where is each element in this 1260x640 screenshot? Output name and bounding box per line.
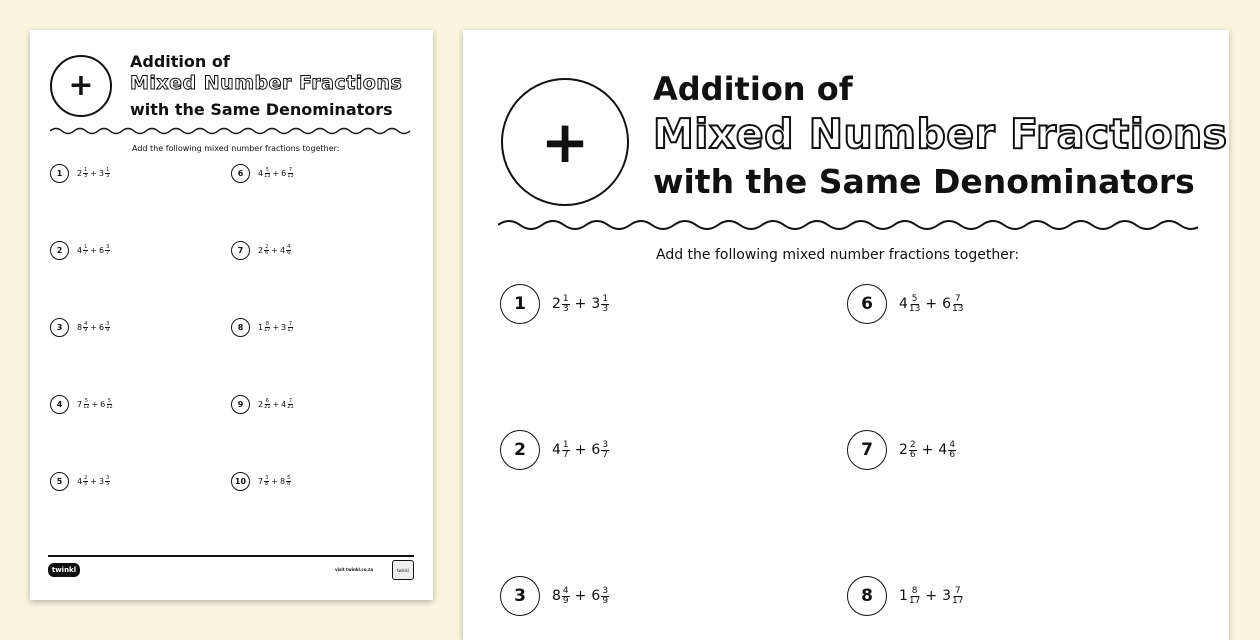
- denominator: 7: [84, 250, 88, 256]
- title-line-1: Addition of: [130, 52, 230, 71]
- instruction-text: Add the following mixed number fractions together:: [656, 247, 1020, 263]
- denominator: 6: [265, 250, 269, 256]
- denominator: 7: [562, 449, 569, 460]
- denominator: 7: [602, 449, 609, 460]
- worksheet-preview-small: [30, 30, 433, 600]
- denominator: 13: [908, 303, 921, 314]
- instruction-text: Add the following mixed number fractions together:: [132, 144, 340, 153]
- question-number: 2: [500, 430, 540, 470]
- question-expression: [552, 441, 609, 460]
- question-10: [231, 472, 291, 491]
- question-expression: [899, 441, 956, 460]
- question-expression: [77, 399, 113, 410]
- fraction: [909, 587, 920, 606]
- numerator: 2: [265, 244, 269, 250]
- whole-number: 2: [258, 400, 264, 409]
- whole-number: 2: [552, 296, 561, 312]
- question-expression: [899, 587, 963, 606]
- question-expression: [77, 476, 110, 487]
- question-expression: [77, 168, 110, 179]
- question-number: 8: [231, 318, 250, 337]
- fraction: [948, 441, 956, 460]
- fraction: [105, 168, 110, 179]
- denominator: 12: [106, 404, 113, 410]
- fraction: [264, 322, 270, 333]
- denominator: 6: [909, 449, 916, 460]
- fraction: [105, 245, 110, 256]
- whole-number: 4: [258, 169, 264, 178]
- fraction: [562, 295, 570, 314]
- numerator: 8: [265, 321, 269, 327]
- question-6: [847, 284, 963, 324]
- question-expression: [899, 295, 963, 314]
- numerator: 1: [106, 167, 110, 173]
- question-4: [50, 395, 113, 414]
- whole-number: 1: [258, 323, 264, 332]
- numerator: 5: [287, 475, 291, 481]
- whole-number: 7: [77, 400, 83, 409]
- whole-number: 4: [899, 296, 908, 312]
- fraction: [83, 399, 89, 410]
- plus-operator: +: [925, 296, 938, 312]
- question-number: 1: [500, 284, 540, 324]
- whole-number: 6: [100, 400, 106, 409]
- whole-number: 2: [899, 442, 908, 458]
- denominator: 9: [562, 595, 569, 606]
- plus-operator: +: [90, 169, 97, 178]
- plus-operator: +: [90, 246, 97, 255]
- title-line-3: with the Same Denominators: [653, 162, 1195, 201]
- plus-operator: +: [574, 296, 587, 312]
- whole-number: 3: [98, 169, 105, 178]
- fraction: [264, 168, 270, 179]
- question-number: 9: [231, 395, 250, 414]
- denominator: 8: [287, 481, 291, 487]
- whole-number: 4: [938, 442, 948, 458]
- whole-number: 3: [98, 477, 105, 486]
- numerator: 3: [602, 585, 609, 596]
- question-3: [500, 576, 609, 616]
- question-expression: [77, 322, 110, 333]
- denominator: 5: [106, 481, 110, 487]
- whole-number: 3: [281, 323, 287, 332]
- question-expression: [258, 168, 294, 179]
- numerator: 5: [911, 293, 918, 304]
- fraction: [264, 399, 270, 410]
- question-7: [847, 430, 956, 470]
- title-line-3: with the Same Denominators: [130, 100, 393, 119]
- numerator: 2: [909, 439, 916, 450]
- plus-operator: +: [272, 400, 280, 409]
- question-1: [500, 284, 609, 324]
- fraction: [83, 476, 88, 487]
- question-expression: [552, 295, 609, 314]
- plus-operator: +: [925, 588, 938, 604]
- whole-number: 6: [591, 442, 601, 458]
- denominator: 3: [106, 173, 110, 179]
- plus-operator: +: [91, 400, 99, 409]
- fraction: [952, 295, 963, 314]
- whole-number: 4: [552, 442, 561, 458]
- denominator: 13: [264, 173, 271, 179]
- footer-url: visit twinkl.co.za: [335, 567, 374, 572]
- numerator: 6: [265, 398, 269, 404]
- whole-number: 4: [77, 477, 83, 486]
- denominator: 7: [106, 250, 110, 256]
- question-number: 5: [50, 472, 69, 491]
- question-5: [50, 472, 110, 491]
- denominator: 21: [264, 404, 271, 410]
- wavy-divider: [50, 126, 415, 136]
- numerator: 4: [949, 439, 956, 450]
- denominator: 21: [287, 404, 294, 410]
- denominator: 9: [106, 327, 110, 333]
- numerator: 7: [288, 398, 293, 404]
- plus-symbol: +: [540, 108, 590, 176]
- denominator: 17: [952, 595, 964, 606]
- denominator: 8: [265, 481, 269, 487]
- plus-operator: +: [574, 442, 587, 458]
- numerator: 5: [265, 167, 269, 173]
- whole-number: 2: [258, 246, 264, 255]
- whole-number: 8: [552, 588, 561, 604]
- whole-number: 6: [98, 323, 105, 332]
- footer-line: [48, 555, 414, 557]
- numerator: 3: [106, 321, 110, 327]
- denominator: 13: [952, 303, 964, 314]
- question-number: 10: [231, 472, 250, 491]
- fraction: [105, 322, 110, 333]
- denominator: 6: [949, 449, 956, 460]
- fraction: [562, 441, 570, 460]
- denominator: 13: [287, 173, 294, 179]
- plus-operator: +: [272, 169, 280, 178]
- question-2: [500, 430, 609, 470]
- denominator: 3: [602, 303, 609, 314]
- whole-number: 6: [98, 246, 105, 255]
- whole-number: 6: [591, 588, 601, 604]
- fraction: [952, 587, 963, 606]
- fraction: [601, 587, 609, 606]
- question-number: 1: [50, 164, 69, 183]
- whole-number: 6: [942, 296, 952, 312]
- title-line-2: Mixed Number Fractions: [130, 72, 403, 94]
- denominator: 17: [264, 327, 271, 333]
- plus-operator: +: [271, 477, 278, 486]
- plus-operator: +: [921, 442, 934, 458]
- denominator: 17: [287, 327, 294, 333]
- whole-number: 2: [77, 169, 83, 178]
- fraction: [106, 399, 112, 410]
- denominator: 5: [84, 481, 88, 487]
- whole-number: 8: [77, 323, 83, 332]
- numerator: 4: [562, 585, 569, 596]
- plus-operator: +: [272, 323, 280, 332]
- fraction: [286, 476, 291, 487]
- denominator: 3: [84, 173, 88, 179]
- question-expression: [258, 245, 291, 256]
- fraction: [287, 168, 293, 179]
- denominator: 17: [908, 595, 921, 606]
- numerator: 4: [84, 321, 88, 327]
- question-expression: [77, 245, 110, 256]
- denominator: 12: [83, 404, 90, 410]
- whole-number: 8: [279, 477, 286, 486]
- whole-number: 1: [899, 588, 908, 604]
- footer-badge: twinkl: [392, 560, 414, 580]
- numerator: 5: [84, 398, 88, 404]
- fraction: [601, 295, 609, 314]
- plus-operator: +: [90, 477, 97, 486]
- whole-number: 3: [942, 588, 952, 604]
- denominator: 3: [562, 303, 569, 314]
- question-1: [50, 164, 110, 183]
- numerator: 4: [287, 244, 291, 250]
- fraction: [83, 245, 88, 256]
- worksheet-zoomed: [463, 30, 1229, 640]
- question-number: 8: [847, 576, 887, 616]
- question-number: 3: [50, 318, 69, 337]
- numerator: 8: [911, 585, 918, 596]
- whole-number: 6: [281, 169, 287, 178]
- whole-number: 4: [281, 400, 287, 409]
- denominator: 9: [602, 595, 609, 606]
- numerator: 1: [84, 167, 88, 173]
- numerator: 7: [288, 321, 293, 327]
- question-number: 3: [500, 576, 540, 616]
- plus-symbol-circle: [501, 78, 629, 206]
- denominator: 9: [84, 327, 88, 333]
- fraction: [562, 587, 570, 606]
- numerator: 7: [954, 293, 961, 304]
- fraction: [287, 322, 293, 333]
- question-number: 6: [847, 284, 887, 324]
- plus-symbol-circle: [50, 55, 112, 117]
- whole-number: 3: [591, 296, 601, 312]
- numerator: 5: [107, 398, 112, 404]
- numerator: 7: [288, 167, 293, 173]
- wavy-divider: [498, 217, 1198, 233]
- plus-operator: +: [90, 323, 97, 332]
- fraction: [264, 245, 269, 256]
- whole-number: 7: [258, 477, 264, 486]
- question-expression: [258, 322, 294, 333]
- fraction: [83, 168, 88, 179]
- question-number: 6: [231, 164, 250, 183]
- numerator: 2: [84, 475, 88, 481]
- question-6: [231, 164, 294, 183]
- question-8: [847, 576, 963, 616]
- whole-number: 4: [279, 246, 286, 255]
- plus-operator: +: [271, 246, 278, 255]
- question-number: 7: [231, 241, 250, 260]
- question-8: [231, 318, 294, 337]
- question-7: [231, 241, 291, 260]
- question-9: [231, 395, 294, 414]
- numerator: 1: [602, 293, 609, 304]
- whole-number: 4: [77, 246, 83, 255]
- numerator: 1: [562, 293, 569, 304]
- fraction: [909, 441, 917, 460]
- numerator: 3: [106, 475, 110, 481]
- question-3: [50, 318, 110, 337]
- numerator: 3: [265, 475, 269, 481]
- fraction: [286, 245, 291, 256]
- denominator: 6: [287, 250, 291, 256]
- numerator: 1: [84, 244, 88, 250]
- question-number: 7: [847, 430, 887, 470]
- question-expression: [258, 399, 294, 410]
- question-expression: [258, 476, 291, 487]
- fraction: [287, 399, 293, 410]
- question-2: [50, 241, 110, 260]
- fraction: [601, 441, 609, 460]
- numerator: 3: [602, 439, 609, 450]
- title-line-2: Mixed Number Fractions: [653, 110, 1228, 158]
- question-expression: [552, 587, 609, 606]
- fraction: [83, 322, 88, 333]
- numerator: 7: [954, 585, 961, 596]
- fraction: [264, 476, 269, 487]
- numerator: 1: [562, 439, 569, 450]
- title-line-1: Addition of: [653, 70, 853, 108]
- twinkl-logo: twinkl: [48, 563, 80, 577]
- plus-symbol: +: [68, 68, 94, 103]
- question-number: 4: [50, 395, 69, 414]
- plus-operator: +: [574, 588, 587, 604]
- question-number: 2: [50, 241, 69, 260]
- fraction: [105, 476, 110, 487]
- fraction: [909, 295, 920, 314]
- numerator: 3: [106, 244, 110, 250]
